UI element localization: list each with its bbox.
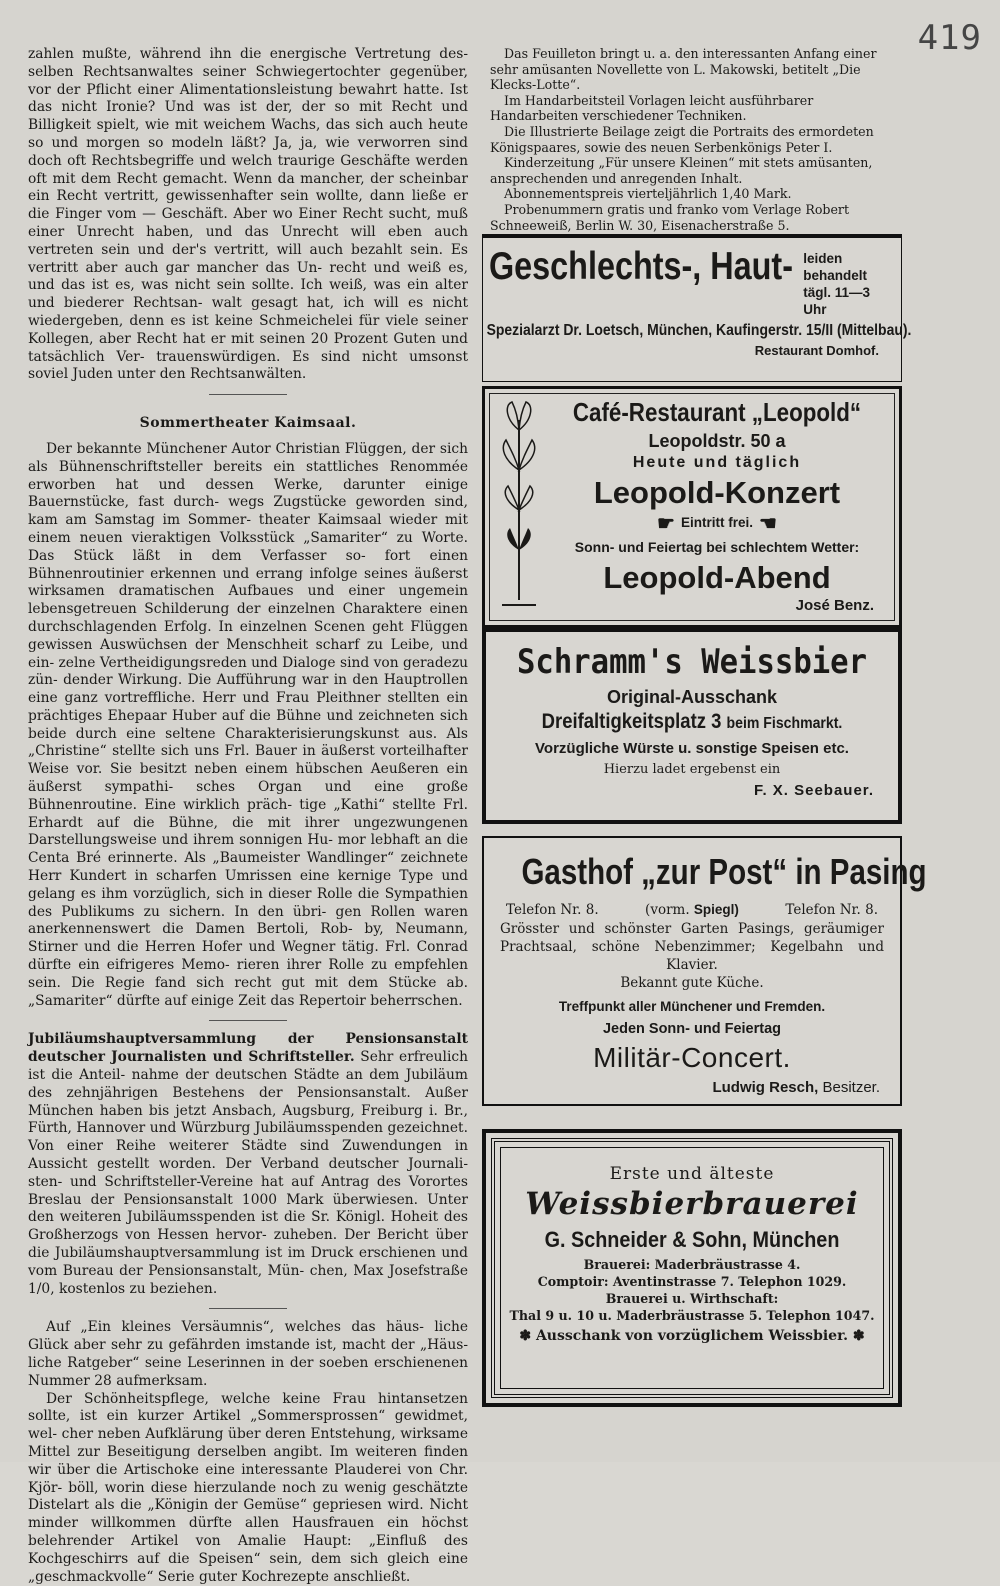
ad2-sunday: Sonn- und Feiertag bei schlechtem Wetter: (574, 539, 860, 555)
ad1-title: Geschlechts-, Haut- (489, 245, 794, 288)
ad4-tel-right: Telefon Nr. 8. (785, 902, 878, 918)
notice-line: Im Handarbeitsteil Vorlagen leicht ausführbarer Handarbeiten verschiedener Techniken. (490, 92, 814, 124)
ad2-owner: José Benz. (795, 597, 874, 614)
ad4-former-owner (645, 902, 739, 918)
ad4-vorm-name: Spiegl) (693, 902, 739, 917)
ad3-line-2 (511, 708, 874, 738)
ad4-telephone-row (484, 900, 900, 920)
ad5-inner-frame (500, 1147, 884, 1389)
theater-paragraph: Der bekannte Münchener Autor Christian Flüggen, der sich als Bühnenschriftsteller bereits ein stattliches Renommée erworben hat und dessen Werke, darunter einige Bauernstücke, fast durch- wegs Zugstücke geworden sind, kam am Samstag im Sommer- theater Kaimsaal wieder mit einem neuen vieraktigen Volksstück „Samariter“ zu Worte. Das Stück läßt in dem Verfasser so- fort einen Bühnenroutinier erkennen und errang infolge seines äußerst wirksamen dramatischen Aufbaues und einer ungemein lebensgetreuen Schilderung der einzelnen Charaktere einen durchschlagenden Erfolg. In einzelnen Scenen geht Flüggen gewissen Auswüchsen der Menschheit scharf zu Leibe, und ein- zelne Vertheidigungsreden und Dialoge sind von geradezu zün- dender Wirkung. Die Aufführung war in den Hauptrollen eine ganz vortreffliche. Herr und Frau Pleithner stellten ein prächtiges Ehepaar Huber auf die Bühne und zeichneten sich beide durch eine seltene Charakterisierungskunst aus. Als „Christine“ stellte sich uns Frl. Bauer in äußerst vorteilhafter Weise vor. Sie besitzt neben einem hübschen Aeußeren ein äußerst sympathi- sches Organ und eine große Bühnenroutine. Eine wirklich präch- tige „Kathi“ stellte Frl. Erhardt auf die Bühne, die mit ihrer ungezwungenen Darstellungsweise und ihrem sonnigen Hu- mor lebhaft an die Centa Bré erinnerte. Als „Baumeister Wandlinger“ zeichnete Herr Kundert in scharfen Umrissen eine kernige Type und gelang es ihm vorzüglich, sich in dieser Rolle die Sympathien des Publikums zu sichern. In den übri- gen Rollen waren anerkennenswert die Damen Bertoli, Rob- by, Neumann, Stirner und die Herren Hofer und Wegner tätig. Frl. Conrad dürfte ein eifrigeres Memo- rieren ihrer Rolle zu empfehlen sein. Die Regie fand sich recht gut mit dem Stücke ab. „Samariter“ dürfte auf einige Zeit das Repertoir beherrschen. (28, 440, 468, 1009)
ad3-owner: F. X. Seebauer. (753, 782, 874, 799)
ad2-entry: Eintritt frei. (680, 515, 753, 530)
ad3-location: beim Fischmarkt. (726, 715, 843, 732)
section-divider (209, 1020, 287, 1021)
section-divider (209, 394, 287, 395)
ad1-restaurant: Restaurant Domhof. (754, 343, 879, 358)
versaeumnis-paragraph-1: Auf „Ein kleines Versäumnis“, welches das häus- liche Glück aber sehr zu gefährden imstande ist, macht der „Häus- liche Ratgeber“ seine Leserinnen in der soeben erschienenen Nummer 28 aufmerksam. (28, 1319, 468, 1389)
ad5-line-0: Erste und älteste (609, 1164, 775, 1184)
ad3-address: Dreifaltigkeitsplatz 3 (541, 710, 722, 733)
ad2-entry-row (546, 512, 888, 535)
ad5-company: G. Schneider & Sohn, München (544, 1227, 840, 1252)
ad2-evening: Leopold-Abend (603, 560, 831, 595)
ad5-ausschank-row (501, 1324, 883, 1348)
left-column (28, 46, 468, 1585)
notice-line: Das Feuilleton bringt u. a. den interessanten Anfang einer sehr amüsanten Novellette von L. Makowski, betitelt „Die Klecks-Lotte“. (490, 46, 877, 93)
ad-dr-loetsch (482, 234, 912, 382)
ad3-line-1: Original-Ausschank (606, 687, 778, 707)
ad4-sunday: Jeden Sonn- und Feiertag (602, 1021, 782, 1037)
theater-heading: Sommertheater Kaimsaal. (139, 415, 357, 432)
ad4-concert: Militär-Concert. (593, 1042, 791, 1073)
ad5-title: Weissbierbrauerei (525, 1186, 859, 1222)
ad3-title: Schramm's Weissbier (516, 642, 868, 682)
ad5-wirthschaft-label: Brauerei u. Wirthschaft: (605, 1291, 779, 1306)
ad1-side-line-2: tägl. 11—3 Uhr (803, 285, 871, 317)
intro-paragraph: zahlen mußte, während ihn die energische Vertretung des- selben Rechtsanwaltes seiner Schwiegertochter gegenüber, vor der Pflicht einer Alimentationsleistung bewahrt hatte. Ist das nicht Ironie? Und was ist der, der so mit Recht und Billigkeit spielt, wie mit weichem Wachs, das sich auch heute so und morgen so modeln läßt? Ja, ja, wie verworren sind doch oft Rechtsbegriffe und welch traurige Geschäfte werden oft mit dem Recht gemacht. Wenn da mancher, der scheinbar ein Recht vertritt, gewissenhafter sein wollte, dann ließe er die Finger vom — Geschäft. Aber wo Einer Recht sucht, muß einer Unrecht haben, und das Unrecht will eben auch vertreten sein und der's vertritt, will auch bezahlt sein. Es vertritt aber auch gar mancher das Un- recht und weiß es, und das ist es, was nicht sein sollte. Ich weiß, was ein alter und biederer Rechtsan- walt gesagt hat, ich will es nicht wiedergeben, denn es ist keine Schmeichelei für viele seiner Kollegen, aber Recht hat er mit seinen 20 Prozent Guten und tatsächlich Ver- trauenswürdigen. Es sind nicht umsonst soviel Juden unter den Rechtsanwälten. (28, 46, 468, 383)
jubilee-text: Sehr erfreulich ist die Anteil- nahme der deutschen Städte an dem Jubiläum des zehnjährigen Bestehens der Pensionsanstalt. Außer München haben bis jetzt Ansbach, Augsburg, Freiburg i. Br., Fürth, Hannover und Würzburg Jubiläumsspenden gezeichnet. Von einer Reihe weiterer Städte sind Zuwendungen in Aussicht gestellt worden. Der Verband deutscher Journali- sten- und Schriftsteller-Vereine hat auf Antrag des Vorortes Breslau der Pensionsanstalt 1000 Mark überwiesen. Unter den weiteren Jubiläumsspenden ist die Sr. Königl. Hoheit des Großherzogs von Hessen hervor- zuheben. Der Bericht über die Jubiläumshauptversammlung ist im Druck erschienen und vom Bureau der Pensionsanstalt, Mün- chen, Max Josefstraße 1/0, kostenlos zu beziehen. (28, 1049, 468, 1297)
ad5-ausschank: Ausschank von vorzüglichem Weissbier. (535, 1328, 849, 1344)
ad4-description: Grösster und schönster Garten Pasings, geräumiger Prachtsaal, schöne Nebenzimmer; Kegelbahn und Klavier. (500, 921, 884, 973)
ad2-inner-frame (489, 393, 895, 621)
ad1-heading-row (483, 238, 901, 318)
ad3-line-3: Vorzügliche Würste u. sonstige Speisen etc. (535, 740, 849, 757)
lily-flower-icon (496, 400, 542, 620)
ad-schneider-brewery (482, 1129, 902, 1407)
ad4-tel-left: Telefon Nr. 8. (506, 902, 599, 918)
ad2-address: Leopoldstr. 50 a (648, 431, 786, 451)
ad1-side-line-1: leiden behandelt (803, 251, 868, 283)
right-column (482, 46, 927, 1406)
notice-line: Abonnementspreis vierteljährlich 1,40 Mark. (504, 186, 792, 202)
section-divider (209, 1308, 287, 1309)
ad4-owner: Ludwig Resch, (712, 1079, 819, 1096)
jubilee-heading: Jubiläumshauptversammlung der Pensionsanstalt deutscher Journalisten und Schriftsteller. (28, 1031, 468, 1066)
ad5-wirthschaft-address: Thal 9 u. 10 u. Maderbräustrasse 5. Telephon 1047. (509, 1308, 875, 1323)
ad-cafe-leopold (482, 386, 902, 628)
versaeumnis-paragraph-2: Der Schönheitspflege, welche keine Frau hintansetzen sollte, ist ein kurzer Artikel „Sommersprossen“ gewidmet, wel- cher neben Aufklärung über deren Entstehung, wirksame Mittel zur Beseitigung derselben angibt. Im weiteren finden wir über die Artischoke eine interessante Plauderei von Chr. Kjör- böll, worin diese hierzulande noch zu wenig geschätzte Distelart als die „Königin der Gemüse“ gepriesen wird. Nicht minder willkommen dürfte allen Hausfrauen ein höchst belehrender Artikel von Amalie Haupt: „Einfluß des Kochgeschirrs auf die Speisen“ sein, dem sich gleich eine „geschmackvolle“ Serie guter Kochrezepte anschließt. (28, 1390, 468, 1585)
jubilee-paragraph (28, 1031, 468, 1298)
ad2-concert: Leopold-Konzert (593, 475, 841, 510)
notice-line: Probenummern gratis und franko vom Verlage Robert Schneeweiß, Berlin W. 30, Eisenacherstraße 5. (490, 201, 849, 233)
ad5-brewery-address: Brauerei: Maderbräustrasse 4. (583, 1257, 801, 1272)
page-number: 419 (917, 18, 982, 58)
pointing-hand-left-icon: ☚ (759, 513, 777, 535)
ornament-icon: ✽ (519, 1328, 532, 1344)
ad1-address: Spezialarzt Dr. Loetsch, München, Kaufingerstr. 15/II (Mittelbau). (486, 322, 912, 339)
ad4-owner-line (484, 1076, 900, 1100)
pointing-hand-right-icon: ☛ (657, 513, 675, 535)
ad2-today: Heute und täglich (632, 454, 802, 471)
ad5-comptoir: Comptoir: Aventinstrasse 7. Telephon 1029. (537, 1274, 847, 1289)
ad-gasthof-post-pasing (482, 836, 927, 1106)
notice-line: Kinderzeitung „Für unsere Kleinen“ mit stets amüsanten, ansprechenden und anregenden Inhalt. (490, 155, 873, 186)
ornament-icon: ✽ (852, 1328, 865, 1344)
ad2-text-block (546, 394, 888, 614)
ad2-title: Café-Restaurant „Leopold“ (572, 397, 862, 427)
ad4-owner-role: Besitzer. (822, 1079, 880, 1096)
ad4-meeting-point: Treffpunkt aller Münchener und Fremden. (558, 999, 826, 1014)
publication-notice (482, 46, 902, 233)
ad-schramms-weissbier (482, 628, 902, 824)
ad4-kitchen: Bekannt gute Küche. (620, 975, 764, 991)
ad3-line-4: Hierzu ladet ergebenst ein (603, 762, 781, 777)
notice-line: Die Illustrierte Beilage zeigt die Portraits des ermordeten Königspaares, sowie des neuen Serbenkönigs Peter I. (490, 123, 874, 155)
ad4-title: Gasthof „zur Post“ in Pasing (521, 851, 927, 892)
ad4-vorm: (vorm. (645, 902, 690, 918)
ad1-side-text (803, 244, 895, 318)
